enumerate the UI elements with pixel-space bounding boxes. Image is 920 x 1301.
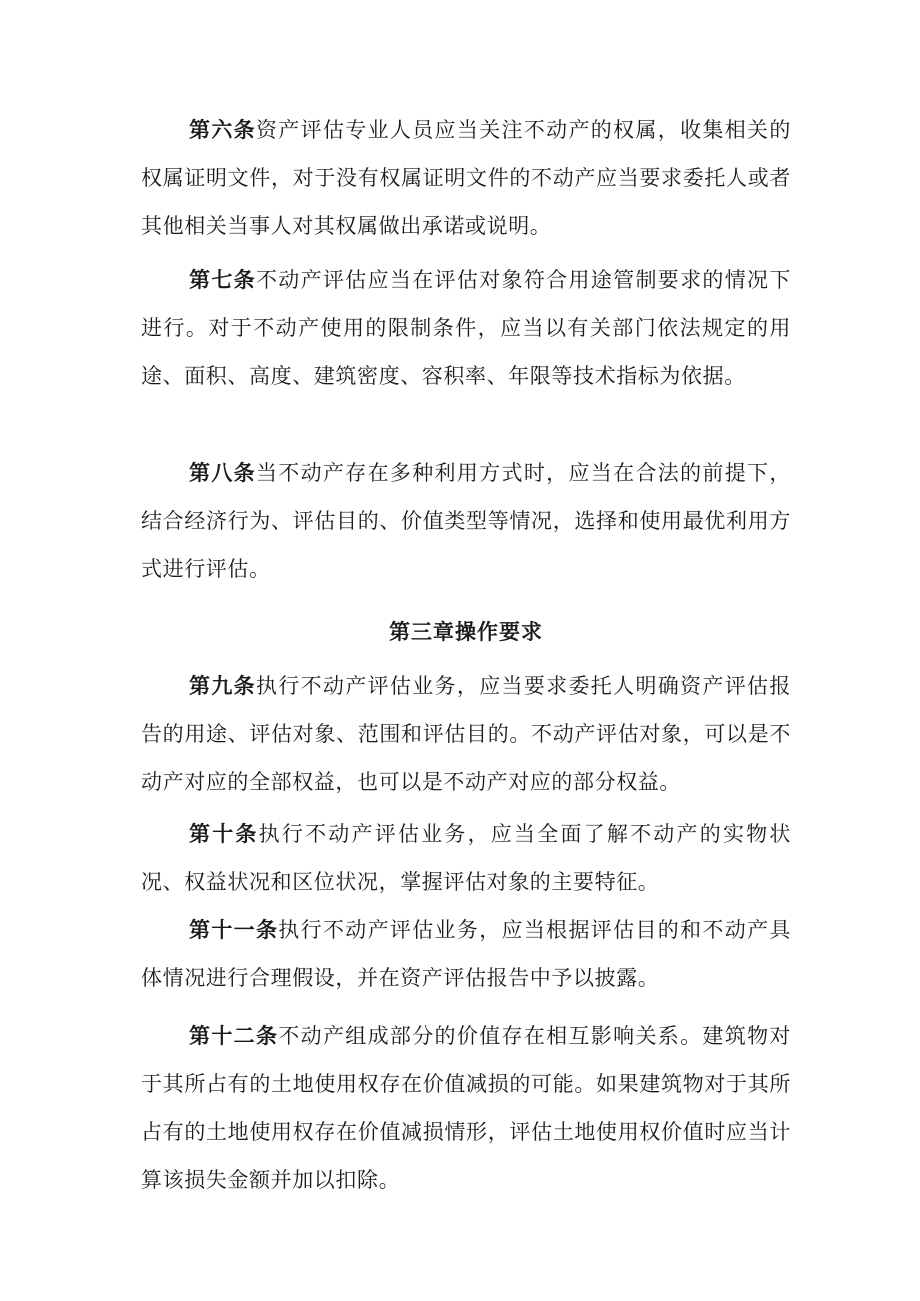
article-text: 执行不动产评估业务，应当全面了解不动产的实物状况、权益状况和区位状况，掌握评估对象的主要特征。 bbox=[141, 822, 791, 894]
article-number: 第十二条 bbox=[189, 1023, 279, 1048]
article-number: 第六条 bbox=[189, 117, 256, 142]
article-text: 执行不动产评估业务，应当根据评估目的和不动产具体情况进行合理假设，并在资产评估报告中予以披露。 bbox=[141, 918, 791, 990]
article-8 bbox=[141, 449, 791, 593]
article-text: 执行不动产评估业务，应当要求委托人明确资产评估报告的用途、评估对象、范围和评估目的。不动产评估对象，可以是不动产对应的全部权益，也可以是不动产对应的部分权益。 bbox=[141, 674, 791, 794]
article-10 bbox=[141, 810, 791, 906]
article-7 bbox=[141, 256, 791, 400]
article-6 bbox=[141, 106, 791, 250]
article-text: 不动产评估应当在评估对象符合用途管制要求的情况下进行。对于不动产使用的限制条件，应当以有关部门依法规定的用途、面积、高度、建筑密度、容积率、年限等技术指标为依据。 bbox=[141, 268, 791, 388]
article-text: 资产评估专业人员应当关注不动产的权属，收集相关的权属证明文件，对于没有权属证明文件的不动产应当要求委托人或者其他相关当事人对其权属做出承诺或说明。 bbox=[141, 118, 791, 238]
article-number: 第八条 bbox=[189, 460, 256, 485]
article-12 bbox=[141, 1012, 791, 1204]
article-number: 第七条 bbox=[189, 267, 256, 292]
article-number: 第九条 bbox=[189, 673, 256, 698]
article-number: 第十条 bbox=[189, 821, 259, 846]
article-9 bbox=[141, 662, 791, 806]
article-11 bbox=[141, 906, 791, 1002]
article-text: 当不动产存在多种利用方式时，应当在合法的前提下，结合经济行为、评估目的、价值类型等情况，选择和使用最优利用方式进行评估。 bbox=[141, 461, 791, 581]
article-text: 不动产组成部分的价值存在相互影响关系。建筑物对于其所占有的土地使用权存在价值减损的可能。如果建筑物对于其所占有的土地使用权存在价值减损情形，评估土地使用权价值时应当计算该损失金额并加以扣除。 bbox=[141, 1024, 791, 1192]
article-number: 第十一条 bbox=[189, 917, 279, 942]
chapter-heading: 第三章操作要求 bbox=[389, 619, 543, 644]
